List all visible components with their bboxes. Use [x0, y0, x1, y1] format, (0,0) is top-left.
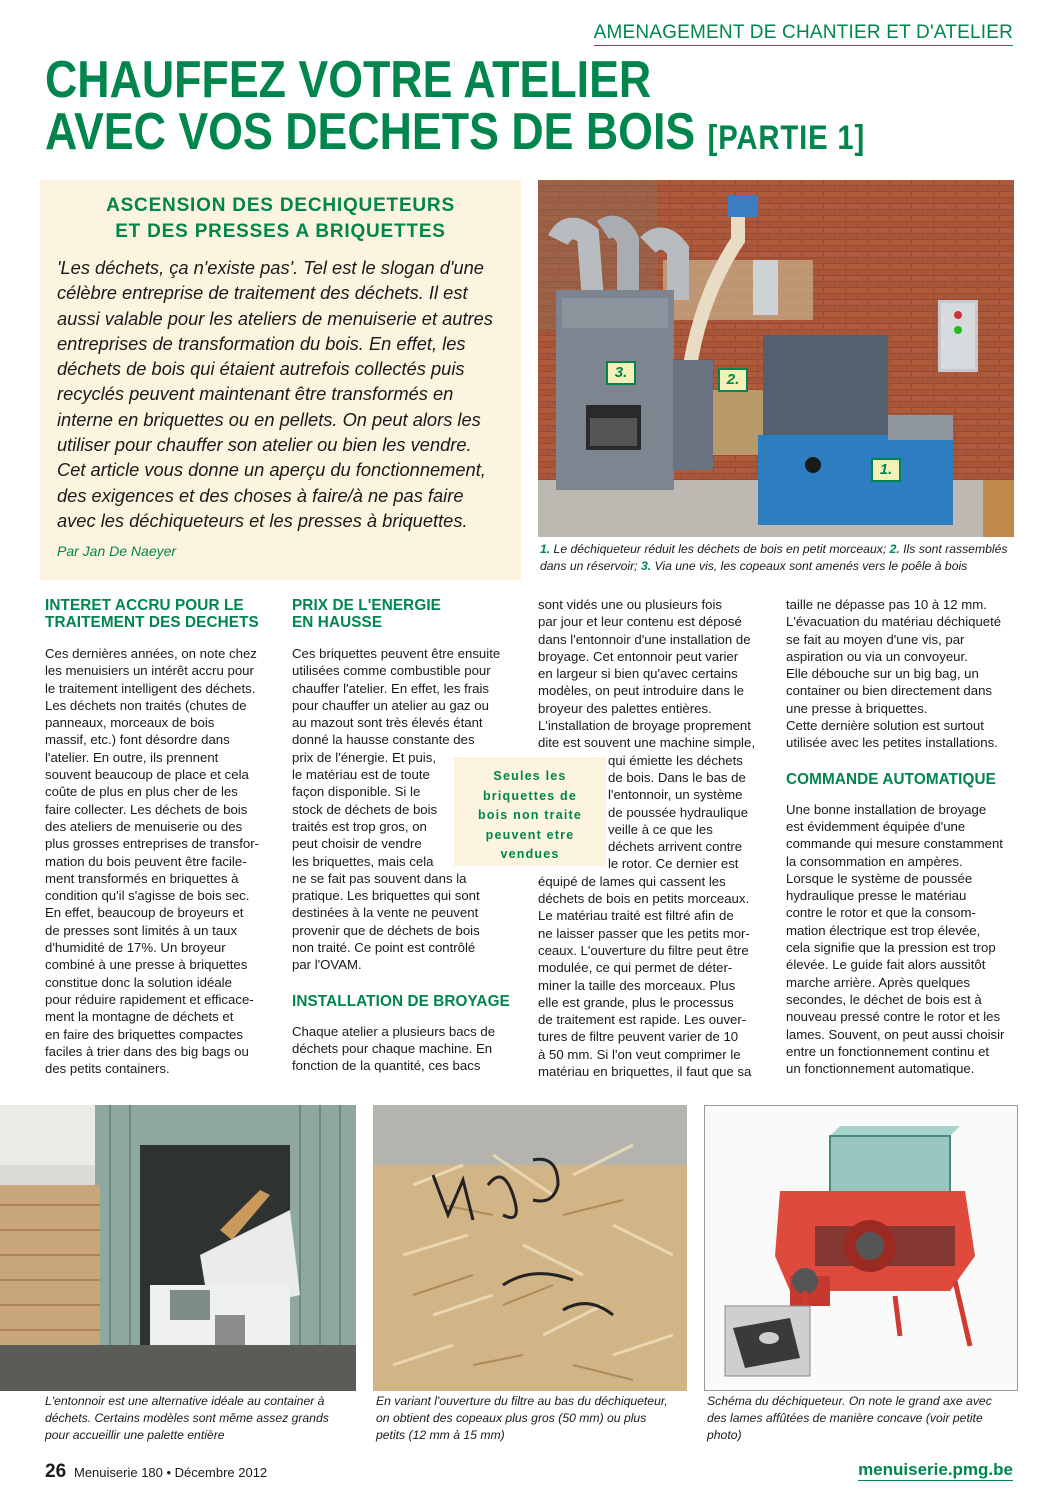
- col1-line: en faire des briquettes compactes: [45, 1026, 243, 1042]
- col4b-line: la consommation en ampères.: [786, 853, 963, 869]
- col1-line: faire collecter. Les déchets de bois: [45, 801, 248, 817]
- col2-line: par l'OVAM.: [292, 957, 362, 973]
- title-line-1: CHAUFFEZ VOTRE ATELIER: [45, 51, 652, 109]
- col1-line: plus grosses entreprises de transfor-: [45, 836, 260, 852]
- intro-heading: [40, 193, 521, 245]
- intro-text: [57, 255, 517, 533]
- pull-quote: [454, 757, 606, 866]
- author: Par Jan De Naeyer: [57, 543, 177, 559]
- col3-line: ne laisser passer que les petits mor-: [538, 925, 750, 941]
- col4b-line: nouveau pressé contre le rotor et les: [786, 1009, 1001, 1025]
- col1-line: combiné à une presse à briquettes: [45, 957, 248, 973]
- col3-line: équipé de lames qui cassent les: [538, 873, 726, 889]
- col4b-line: élevée. Le guide fait alors aussitôt: [786, 957, 986, 973]
- intro-line: utiliser pour chauffer son atelier ou bien les vendre.: [57, 434, 472, 456]
- col2b-line: déchets pour chaque machine. En: [292, 1040, 493, 1056]
- col3-line: Le matériau traité est filtré afin de: [538, 908, 734, 924]
- col1-line: ment la montagne de déchets et: [45, 1009, 234, 1025]
- col3-line: elle est grande, plus le processus: [538, 994, 734, 1010]
- intro-line: des exigences et des choses à faire/à ne pas faire: [57, 484, 464, 506]
- col2-heading: PRIX DE L'ENERGIE EN HAUSSE: [292, 597, 441, 631]
- col1-line: mation du bois peuvent être facile-: [45, 853, 247, 869]
- col3-line: matériau en briquettes, il faut que sa: [538, 1064, 752, 1080]
- col3-line: veille à ce que les: [608, 821, 713, 837]
- col2b-line: Chaque atelier a plusieurs bacs de: [292, 1023, 496, 1039]
- col1-line: massif, etc.) font désordre dans: [45, 732, 230, 748]
- title-suffix: [PARTIE 1]: [707, 119, 866, 157]
- col2-line: le matériau est de toute: [292, 767, 430, 783]
- article-title: [45, 51, 888, 164]
- col3-line: de traitement est rapide. Les ouver-: [538, 1012, 747, 1028]
- col3-line: déchets arrivent contre: [608, 839, 743, 855]
- col4-line: container ou bien directement dans: [786, 683, 993, 699]
- col1-line: condition qu'il s'agisse de bois sec.: [45, 888, 250, 904]
- col1-line: le traitement intelligent des déchets.: [45, 680, 256, 696]
- col1-line: faciles à trier dans des big bags ou: [45, 1043, 249, 1059]
- intro-line: 'Les déchets, ça n'existe pas'. Tel est le slogan d'une: [57, 257, 484, 278]
- page-number: 26: [45, 1461, 67, 1482]
- intro-line: Cet article vous donne un aperçu du fonctionnement,: [57, 459, 486, 481]
- col2-line: non traité. Ce point est contrôlé: [292, 940, 476, 956]
- col4-line: aspiration ou via un convoyeur.: [786, 648, 968, 664]
- col3-line: dite est souvent une machine simple,: [538, 735, 755, 751]
- col4-line: Elle débouche sur un big bag, un: [786, 666, 979, 682]
- hopper-caption: L'entonnoir est une alternative idéale au container à déchets. Certains modèles sont même assez grands pour accueillir une palette entière: [45, 1394, 329, 1442]
- col2-line: au mazout sont très élevés étant: [292, 715, 483, 731]
- col3-line: broyage. Cet entonnoir peut varier: [538, 648, 739, 664]
- chips-photo: [373, 1105, 687, 1391]
- col4b-line: mation électrique est trop élevée,: [786, 922, 981, 938]
- col1-line: pour réduire rapidement et efficace-: [45, 991, 254, 1007]
- title-line-2-text: AVEC VOS DECHETS DE BOIS: [45, 103, 696, 161]
- col1-line: l'atelier. En outre, ils prennent: [45, 749, 219, 765]
- col2-line: destinées à la vente ne peuvent: [292, 905, 479, 921]
- col4b-line: entre un fonctionnement continu et: [786, 1043, 990, 1059]
- caption-text-3: Via une vis, les copeaux sont amenés vers le poêle à bois: [651, 559, 968, 573]
- col4-line: une presse à briquettes.: [786, 700, 928, 716]
- col4b-line: Lorsque le système de poussée: [786, 870, 973, 886]
- col4-body: [786, 596, 1021, 752]
- caption-text-1: Le déchiqueteur réduit les déchets de bois en petit morceaux;: [550, 542, 890, 556]
- col2b-body: [292, 1023, 522, 1075]
- workshop-photo-drawing: [538, 180, 1014, 537]
- col3-body-top: [538, 596, 773, 752]
- intro-heading-line-1: ASCENSION DES DECHIQUETEURS: [106, 195, 455, 216]
- intro-line: déchets de bois qui étaient autrefois collectés puis: [57, 358, 465, 380]
- col4b-line: un fonctionnement automatique.: [786, 1061, 975, 1077]
- intro-heading-line-2: ET DES PRESSES A BRIQUETTES: [115, 221, 446, 242]
- col1-line: Ces dernières années, on note chez: [45, 646, 257, 661]
- col1-line: coûte de plus en plus cher de les: [45, 784, 238, 800]
- col1-heading: INTERET ACCRU POUR LE TRAITEMENT DES DECHETS: [45, 597, 259, 631]
- col2-line: traités est trop gros, on: [292, 818, 427, 834]
- shredder-diagram-caption: Schéma du déchiqueteur. On note le grand axe avec des lames affûtées de manière concave (voir petite photo): [707, 1394, 992, 1442]
- hopper-photo-drawing: [0, 1105, 356, 1391]
- col3-line: sont vidés une ou plusieurs fois: [538, 597, 723, 612]
- col4b-line: cela signifie que la pression est trop: [786, 940, 996, 956]
- col2b-line: fonction de la quantité, ces bacs: [292, 1058, 481, 1074]
- photo-label-3: 3.: [606, 361, 636, 385]
- col4-heading: COMMANDE AUTOMATIQUE: [786, 770, 996, 788]
- col4b-line: Une bonne installation de broyage: [786, 801, 987, 817]
- photo-label-2: 2.: [718, 368, 748, 392]
- col3-line: en largeur si bien qu'avec certains: [538, 666, 738, 682]
- intro-line: interne en briquettes ou en pellets. On peut alors les: [57, 408, 481, 430]
- shredder-diagram: [704, 1105, 1018, 1391]
- col1-line: les menuisiers un intérêt accru pour: [45, 663, 254, 679]
- intro-line: recyclés peuvent maintenant être transformés en: [57, 383, 454, 405]
- col3-line: de bois. Dans le bas de: [608, 769, 746, 785]
- title-line-2: [45, 103, 888, 164]
- workshop-photo-caption: [540, 541, 1018, 575]
- column-1: [45, 597, 275, 1077]
- col2-line: prix de l'énergie. Et puis,: [292, 749, 436, 765]
- col1-line: constitue donc la solution idéale: [45, 974, 232, 990]
- col2-line: stock de déchets de bois: [292, 801, 438, 817]
- col1-line: souvent beaucoup de place et cela: [45, 767, 249, 783]
- photo-label-1: 1.: [871, 458, 901, 482]
- col4-line: se fait au moyen d'une vis, par: [786, 631, 965, 647]
- col2-line: ne se fait pas souvent dans la: [292, 870, 467, 886]
- col2-line: Ces briquettes peuvent être ensuite: [292, 646, 501, 661]
- col4-line: Cette dernière solution est surtout: [786, 718, 984, 734]
- website-link[interactable]: menuiserie.pmg.be: [858, 1460, 1013, 1479]
- caption-num-3: 3.: [640, 559, 652, 573]
- col3-line: miner la taille des morceaux. Plus: [538, 977, 736, 993]
- col2b-heading: INSTALLATION DE BROYAGE: [292, 992, 510, 1010]
- col1-line: des petits containers.: [45, 1061, 170, 1077]
- col1-line: de presses sont limités à un taux: [45, 922, 238, 938]
- col1-line: Les déchets non traités (chutes de: [45, 697, 247, 713]
- col3-line: le rotor. Ce dernier est: [608, 856, 739, 872]
- col2-line: les briquettes, mais cela: [292, 853, 434, 869]
- col4b-line: contre le rotor et que la consom-: [786, 905, 976, 921]
- col3-line: tures de filtre peuvent varier de 10: [538, 1029, 739, 1045]
- col4b-line: secondes, le déchet de bois est à: [786, 991, 982, 1007]
- col2-line: utilisées comme combustible pour: [292, 663, 491, 679]
- intro-line: aussi valable pour les ateliers de menuiserie et autres: [57, 307, 493, 329]
- col1-line: panneaux, morceaux de bois: [45, 715, 215, 731]
- caption-num-2: 2.: [889, 542, 900, 556]
- col3-line: broyeur des palettes entières.: [538, 700, 712, 716]
- col3-line: ceaux. L'ouverture du filtre peut être: [538, 942, 749, 958]
- col4-line: utilisée avec les petites installations.: [786, 735, 998, 751]
- col2-line: façon disponible. Si le: [292, 784, 421, 800]
- shredder-diagram-drawing: [705, 1106, 1017, 1390]
- col4b-line: lames. Souvent, on peut aussi choisir: [786, 1026, 1005, 1042]
- pull-quote-line: vendues: [500, 847, 560, 861]
- col4b-line: hydraulique presse le matériau: [786, 888, 967, 904]
- magazine-issue: Menuiserie 180 • Décembre 2012: [74, 1465, 268, 1480]
- col3-line: déchets de bois en petits morceaux.: [538, 891, 750, 907]
- col3-line: de poussée hydraulique: [608, 804, 749, 820]
- pull-quote-line: bois non traite: [477, 808, 583, 822]
- caption-num-1: 1.: [540, 542, 551, 556]
- chips-photo-drawing: [373, 1105, 687, 1391]
- col4b-body: [786, 801, 1021, 1078]
- col4-line: taille ne dépasse pas 10 à 12 mm.: [786, 597, 987, 612]
- col1-line: des ateliers de menuiserie ou des: [45, 818, 243, 834]
- col4b-line: commande qui mesure constamment: [786, 836, 1003, 852]
- col1-line: ment transformés en briquettes à: [45, 870, 239, 886]
- col2-line: donné la hausse constante des: [292, 732, 475, 748]
- col2-line: pour chauffer un atelier au gaz ou: [292, 697, 489, 713]
- column-4: [786, 596, 1021, 1077]
- hopper-photo: [0, 1105, 356, 1391]
- col1-line: En effet, beaucoup de broyeurs et: [45, 905, 244, 921]
- col4-line: L'évacuation du matériau déchiqueté: [786, 614, 1002, 630]
- col2-line: provenir que de déchets de bois: [292, 922, 480, 938]
- section-tag: AMENAGEMENT DE CHANTIER ET D'ATELIER: [594, 22, 1013, 46]
- col1-body: [45, 645, 275, 1077]
- col4b-line: est évidemment équipée d'une: [786, 818, 966, 834]
- pull-quote-line: peuvent etre: [485, 827, 575, 842]
- intro-line: entreprises de transformation du bois. En effet, les: [57, 332, 466, 354]
- intro-line: avec les déchiqueteurs et les presses à briquettes.: [57, 509, 468, 531]
- col3-line: par jour et leur contenu est déposé: [538, 614, 742, 630]
- col3-line: dans l'entonnoir d'une installation de: [538, 631, 751, 647]
- workshop-photo: [538, 180, 1014, 537]
- pull-quote-line: briquettes de: [482, 788, 578, 803]
- caption-text-2: Ils sont rassemblés dans un réservoir;: [540, 542, 1008, 573]
- col3-line: qui émiette les déchets: [608, 752, 743, 768]
- col2-line: chauffer l'atelier. En effet, les frais: [292, 680, 490, 696]
- col3-line: à 50 mm. Si l'on veut comprimer le: [538, 1046, 741, 1062]
- col3-line: modèles, on peut introduire dans le: [538, 683, 745, 699]
- col2-line: peut choisir de vendre: [292, 836, 422, 852]
- chips-caption: En variant l'ouverture du filtre au bas du déchiqueteur, on obtient des copeaux plus gros (50 mm) ou plus petits (12 mm à 15 mm): [376, 1394, 668, 1442]
- pull-quote-line: Seules les: [493, 769, 567, 783]
- col3-line: L'installation de broyage proprement: [538, 718, 751, 734]
- col1-line: d'humidité de 17%. Un broyeur: [45, 940, 226, 956]
- col2-line: pratique. Les briquettes qui sont: [292, 888, 480, 904]
- col3-body-bottom: [538, 873, 773, 1081]
- col3-line: l'entonnoir, un système: [608, 787, 743, 803]
- intro-line: célèbre entreprise de traitement des déchets. Il est: [57, 282, 468, 304]
- col3-line: modulée, ce qui permet de déter-: [538, 960, 733, 976]
- col4b-line: marche arrière. Après quelques: [786, 974, 970, 990]
